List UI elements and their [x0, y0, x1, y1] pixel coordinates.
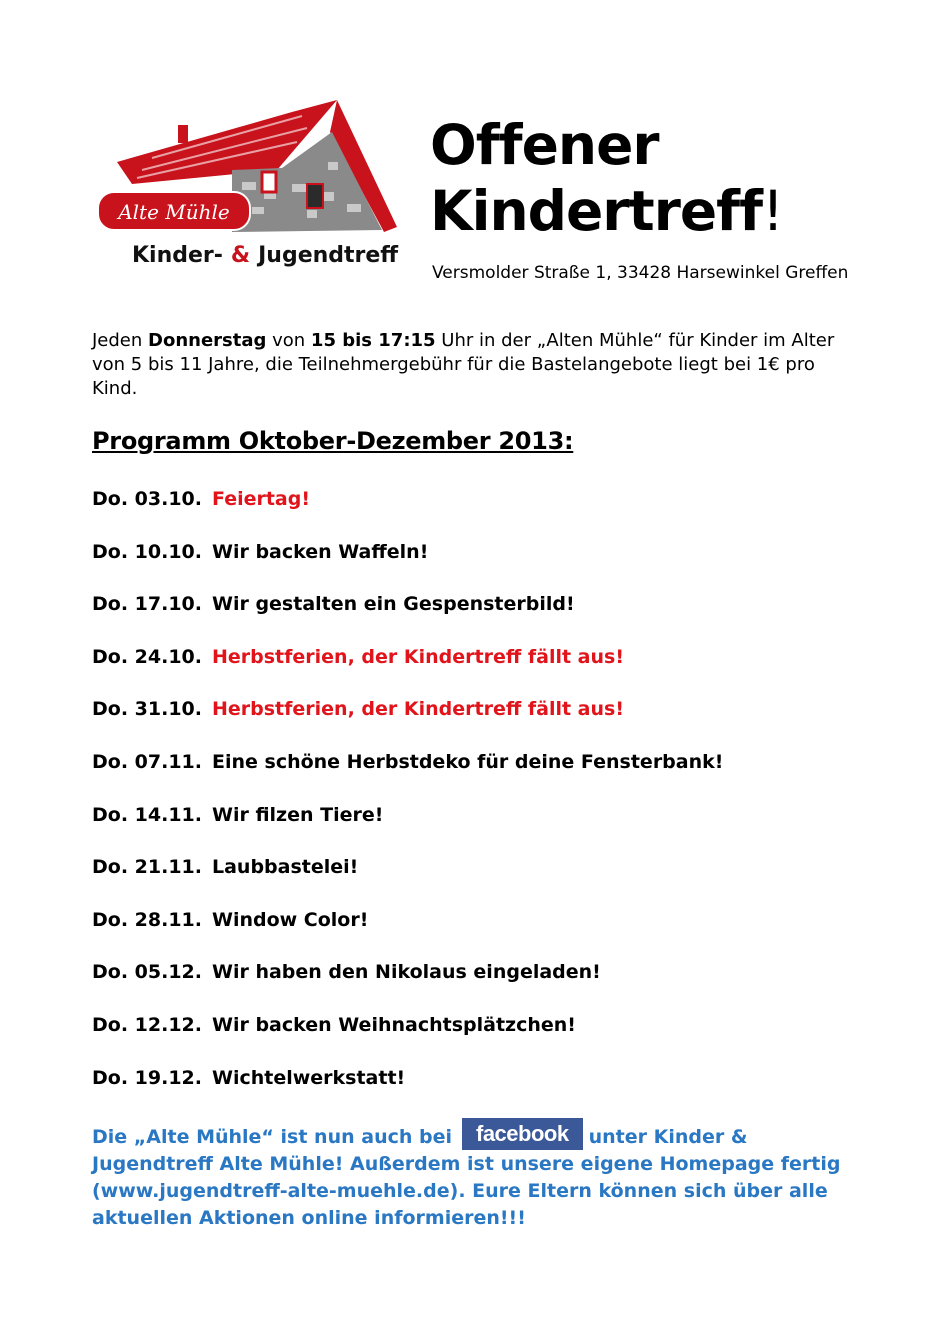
event-desc: Wir haben den Nikolaus eingeladen!: [211, 961, 601, 984]
intro-text-1: Jeden: [92, 330, 149, 351]
event-date: Do. 07.11.: [92, 750, 202, 773]
intro-text-2: von: [266, 330, 311, 351]
intro-paragraph: [92, 329, 852, 401]
event-item: [92, 747, 723, 800]
intro-day: Donnerstag: [148, 330, 267, 351]
event-item: [92, 484, 723, 537]
event-list: [92, 484, 723, 1115]
event-desc: Wir backen Weihnachtsplätzchen!: [211, 1013, 576, 1036]
footer-notice: [92, 1118, 852, 1232]
mill-house-logo-graphic: [92, 92, 402, 272]
event-date: Do. 24.10.: [92, 645, 202, 668]
window-right: [307, 184, 323, 208]
event-desc: Wichtelwerkstatt!: [211, 1066, 406, 1089]
event-item: [92, 852, 723, 905]
event-item: [92, 957, 723, 1010]
event-date: Do. 05.12.: [92, 961, 202, 984]
event-item: [92, 1010, 723, 1063]
logo-subtitle: Kinder- & Jugendtreff: [132, 243, 399, 268]
event-date: Do. 17.10.: [92, 593, 202, 616]
title-line-2: Kindertreff: [430, 179, 762, 243]
event-item: [92, 800, 723, 853]
alte-muehle-logo: [92, 92, 402, 272]
title-line-1: Offener: [430, 113, 659, 177]
chimney: [178, 125, 188, 143]
badge-text: Alte Mühle: [118, 200, 230, 224]
event-date: Do. 10.10.: [92, 540, 202, 563]
event-desc: Window Color!: [211, 908, 369, 931]
event-date: Do. 31.10.: [92, 698, 202, 721]
event-desc: Feiertag!: [211, 488, 311, 510]
event-item: [92, 589, 723, 642]
event-date: Do. 19.12.: [92, 1066, 202, 1089]
event-desc: Laubbastelei!: [211, 856, 359, 879]
event-date: Do. 12.12.: [92, 1013, 202, 1036]
page-title: [430, 112, 783, 244]
event-desc: Wir gestalten ein Gespensterbild!: [211, 593, 575, 616]
event-date: Do. 21.11.: [92, 856, 202, 879]
footer-text-after: unter Kinder & Jugendtreff Alte Mühle! Außerdem ist unsere eigene Homepage fertig (www.jugendtreff-alte-muehle.de). Eure Eltern können sich über alle aktuellen Aktionen online informieren!!!: [92, 1126, 841, 1229]
facebook-logo: facebook: [462, 1118, 583, 1150]
program-heading: Programm Oktober-Dezember 2013:: [92, 427, 574, 455]
window-left: [262, 172, 276, 192]
event-date: Do. 03.10.: [92, 488, 202, 510]
event-item: [92, 642, 723, 695]
event-desc: Wir filzen Tiere!: [211, 803, 384, 826]
event-desc: Herbstferien, der Kindertreff fällt aus!: [211, 645, 624, 668]
event-item: [92, 905, 723, 958]
footer-text-before: Die „Alte Mühle“ ist nun auch bei: [92, 1126, 452, 1148]
address: Versmolder Straße 1, 33428 Harsewinkel Greffen: [432, 263, 849, 283]
event-date: Do. 28.11.: [92, 908, 202, 931]
title-exclamation: !: [762, 179, 784, 243]
event-desc: Wir backen Waffeln!: [211, 540, 429, 563]
event-date: Do. 14.11.: [92, 803, 202, 826]
intro-text-3: Uhr in der „Alten Mühle“ für Kinder im Alter von 5 bis 11 Jahre, die Teilnehmergebühr für die Bastelangebote liegt bei 1€ pro Kind.: [92, 330, 835, 399]
event-desc: Herbstferien, der Kindertreff fällt aus!: [211, 698, 624, 721]
event-item: [92, 694, 723, 747]
event-item: [92, 1063, 723, 1116]
event-item: [92, 537, 723, 590]
intro-time: 15 bis 17:15: [310, 330, 436, 351]
event-desc: Eine schöne Herbstdeko für deine Fensterbank!: [211, 750, 724, 773]
